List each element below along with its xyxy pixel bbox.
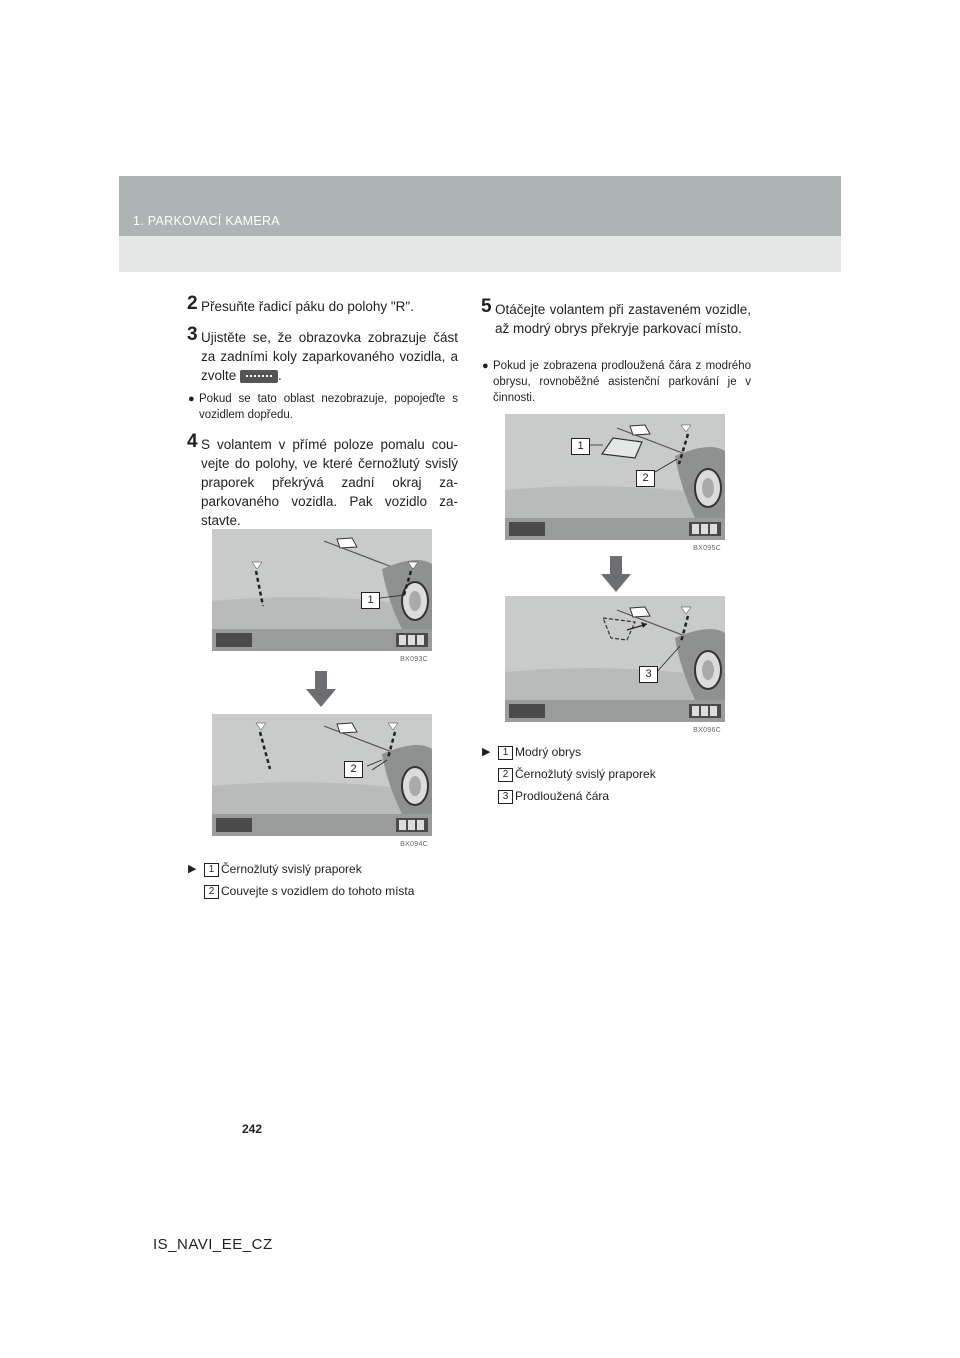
step-3 bbox=[187, 324, 458, 385]
legend-row bbox=[482, 763, 752, 785]
step-text-part: Ujistěte se, že obrazovka zobrazuje část za zadními koly zaparkovaného vozidla, a zvolte bbox=[201, 330, 458, 383]
legend-number: 2 bbox=[204, 885, 219, 899]
callout-1: 1 bbox=[361, 592, 380, 609]
step-number: 2 bbox=[187, 293, 198, 314]
bullet-text: Pokud je zobrazena prodloužená čára z modrého obrysu, rovnoběžné asistenční parkování je v činnosti. bbox=[493, 360, 751, 404]
legend-number: 1 bbox=[204, 863, 219, 877]
legend-text: Modrý obrys bbox=[515, 745, 582, 759]
step-number: 3 bbox=[187, 324, 198, 345]
page-number: 242 bbox=[242, 1122, 263, 1136]
camera-screen-image bbox=[505, 596, 725, 732]
callout-2: 2 bbox=[344, 761, 363, 778]
legend-row bbox=[188, 858, 458, 880]
legend-right bbox=[482, 741, 752, 807]
figure-code: BX095C bbox=[693, 545, 721, 552]
bullet-text: Pokud se tato oblast nezobrazuje, popojeďte s vozidlem dopředu. bbox=[199, 393, 458, 421]
legend-text: Černožlutý svislý praporek bbox=[515, 767, 656, 781]
legend-number: 1 bbox=[498, 746, 513, 760]
legend-row bbox=[188, 880, 458, 902]
camera-screen-figure-1 bbox=[212, 529, 432, 661]
callout-3: 3 bbox=[639, 666, 658, 683]
circle-bullet-icon: ● bbox=[188, 393, 195, 405]
step-5 bbox=[481, 296, 751, 338]
legend-text: Černožlutý svislý praporek bbox=[221, 862, 362, 876]
figure-code: BX096C bbox=[693, 727, 721, 734]
legend-row bbox=[482, 741, 752, 763]
step-2 bbox=[187, 293, 458, 316]
figure-code: BX093C bbox=[400, 656, 428, 663]
camera-screen-image bbox=[212, 714, 432, 846]
legend-number: 2 bbox=[498, 768, 513, 782]
callout-2: 2 bbox=[636, 470, 655, 487]
down-arrow-icon bbox=[306, 671, 336, 712]
footer-code: IS_NAVI_EE_CZ bbox=[153, 1236, 273, 1253]
legend-number: 3 bbox=[498, 790, 513, 804]
bullet-note-1 bbox=[188, 391, 458, 423]
step-number: 5 bbox=[481, 296, 492, 317]
step-text bbox=[187, 328, 458, 385]
right-triangle-icon: ▶ bbox=[188, 863, 197, 875]
down-arrow-icon bbox=[601, 556, 631, 597]
camera-screen-image bbox=[212, 529, 432, 661]
camera-screen-figure-2 bbox=[212, 714, 432, 846]
header-sub-band bbox=[119, 236, 841, 272]
camera-screen-image bbox=[505, 414, 725, 550]
circle-bullet-icon: ● bbox=[482, 360, 489, 372]
parking-assist-button-icon bbox=[240, 370, 278, 383]
bullet-note-2 bbox=[482, 358, 751, 406]
legend-left bbox=[188, 858, 458, 902]
figure-code: BX094C bbox=[400, 841, 428, 848]
step-text: S volantem v přímé poloze pomalu couvejte do polohy, ve které černožlutý svislý praporek překrývá zadní okraj zaparkovaného vozidla. Pak vozidlo zastavte. bbox=[201, 437, 458, 528]
right-triangle-icon: ▶ bbox=[482, 746, 491, 758]
section-title: 1. PARKOVACÍ KAMERA bbox=[133, 214, 280, 228]
step-text: Přesuňte řadicí páku do polohy "R". bbox=[201, 299, 414, 314]
legend-row bbox=[482, 785, 752, 807]
legend-text: Couvejte s vozidlem do tohoto místa bbox=[221, 884, 415, 898]
step-number: 4 bbox=[187, 431, 198, 452]
legend-text: Prodloužená čára bbox=[515, 789, 610, 803]
step-text: Otáčejte volantem při zastaveném vozidle, až modrý obrys překryje parkovací místo. bbox=[495, 302, 751, 336]
camera-screen-figure-4 bbox=[505, 596, 725, 732]
step-text-end: . bbox=[278, 368, 282, 383]
camera-screen-figure-3 bbox=[505, 414, 725, 550]
step-4 bbox=[187, 431, 458, 530]
callout-1: 1 bbox=[571, 438, 590, 455]
header-band bbox=[119, 176, 841, 236]
